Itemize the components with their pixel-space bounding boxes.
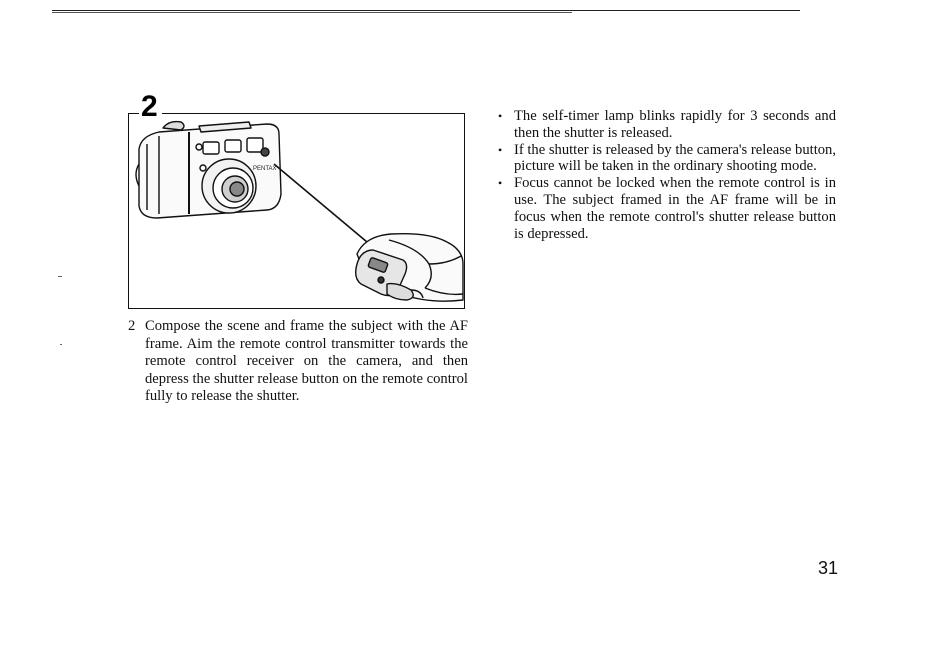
note-item [496,142,836,176]
page-number: 31 [818,558,839,578]
step-number: 2 [128,318,136,334]
top-rule-secondary [52,12,572,13]
note-text: Focus cannot be locked when the remote control is in use. The subject framed in the AF frame will be in focus when the remote control's shutter release button is depressed. [514,175,836,242]
step-instruction [128,318,468,406]
bullet-icon: • [498,176,503,191]
camera-illustration [128,113,465,309]
svg-text:PENTAX: PENTAX [253,166,277,172]
bullet-icon: • [498,142,503,157]
note-item [496,108,836,142]
bullet-icon: • [498,109,503,123]
note-item [496,175,836,242]
margin-mark [60,344,62,345]
camera-remote-drawing [129,114,466,310]
top-rule [52,10,800,11]
step-text: Compose the scene and frame the subject with the AF frame. Aim the remote control transmitter towards the remote control receiver on the camera, and then depress the shutter release button on the remote control fully to release the shutter. [145,318,468,405]
notes-list [496,108,836,242]
note-text: The self-timer lamp blinks rapidly for 3 seconds and then the shutter is released. [514,108,836,141]
margin-mark [58,276,62,277]
note-text: If the shutter is released by the camera's release button, picture will be taken in the ordinary shooting mode. [514,141,836,175]
figure-step-number: 2 [139,92,162,122]
